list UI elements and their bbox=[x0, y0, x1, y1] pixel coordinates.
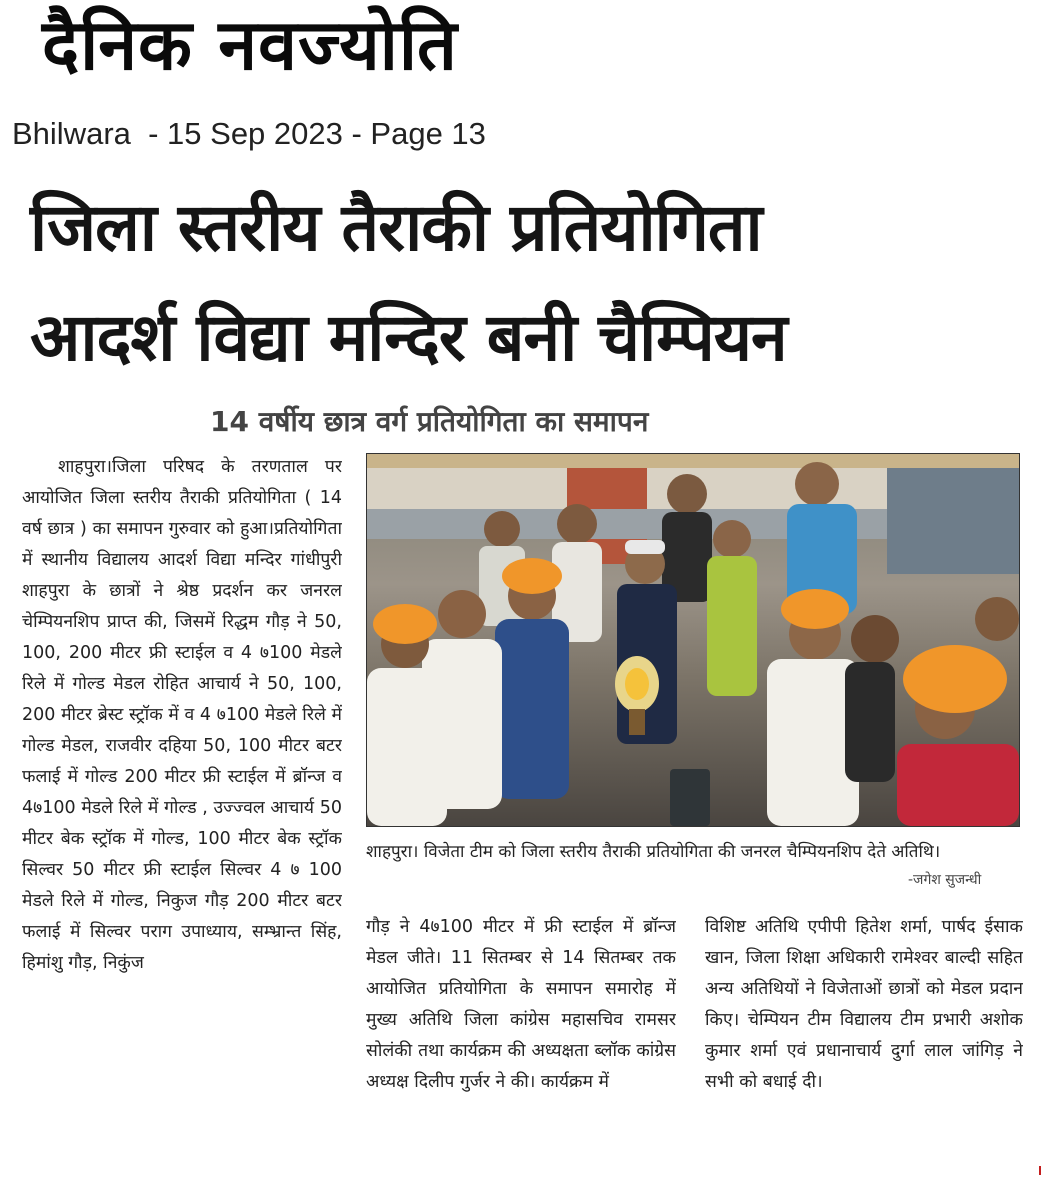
headline-line-1: जिला स्तरीय तैराकी प्रतियोगिता bbox=[30, 189, 762, 266]
article-text-col2: गौड़ ने 4७100 मीटर में फ्री स्टाईल में ब्रॉन्ज मेडल जीते। 11 सितम्बर से 14 सितम्बर तक आयोजित प्रतियोगिता के समापन समारोह में मुख्य अतिथि जिला कांग्रेस महासचिव रामसर सोलंकी तथा कार्यक्रम की अध्यक्षता ब्लॉक कांग्रेस अध्यक्ष दिलीप गुर्जर ने की। कार्यक्रम में bbox=[366, 917, 676, 1092]
photo-caption: शाहपुरा। विजेता टीम को जिला स्तरीय तैराकी प्रतियोगिता की जनरल चैम्पियनशिप देते अतिथि। bbox=[366, 842, 941, 862]
article-text-col3: विशिष्ट अतिथि एपीपी हितेश शर्मा, पार्षद ईसाक खान, जिला शिक्षा अधिकारी रामेश्वर बाल्दी सहित अन्य अतिथियों ने विजेताओं छात्रों को मेडल प्रदान किए। चेम्पियन टीम विद्यालय टीम प्रभारी अशोक कुमार शर्मा एवं प्रधानाचार्य दुर्गा लाल जांगिड़ ने सभी को बधाई दी। bbox=[705, 917, 1023, 1092]
headline-line-2: आदर्श विद्या मन्दिर बनी चैम्पियन bbox=[30, 299, 787, 376]
edition-date-page: Bhilwara - 15 Sep 2023 - Page 13 bbox=[12, 116, 486, 151]
article-text-col1: शाहपुरा।जिला परिषद के तरणताल पर आयोजित जिला स्तरीय तैराकी प्रतियोगिता ( 14 वर्ष छात्र ) का समापन गुरुवार को हुआ।प्रतियोगिता में स्थानीय विद्यालय आदर्श विद्या मन्दिर गांधीपुरी शाहपुरा के छात्रों ने श्रेष्ठ प्रदर्शन कर जनरल चेम्पियनशिप प्राप्त की, जिसमें रिद्धम गौड़ ने 50, 100, 200 मीटर फ्री स्टाईल व 4 ७100 मेडले रिले में गोल्ड मेडल रोहित आचार्य ने 50, 100, 200 मीटर ब्रेस्ट स्ट्रॉक में व 4 ७100 मेडले रिले में गोल्ड मेडल, राजवीर दहिया 50, 100 मीटर बटर फलाई में गोल्ड 200 मीटर फ्री स्टाईल में ब्रॉन्ज व 4७100 मेडले रिले में गोल्ड , उज्ज्वल आचार्य 50 मीटर बेक स्ट्रॉक में गोल्ड, 100 मीटर बेक स्ट्रॉक सिल्वर 50 मीटर फ्री स्टाईल सिल्वर 4 ७ 100 मेडले रिले में गोल्ड, निकुज गौड़ 200 मीटर बटर फलाई में सिल्वर पराग उपाध्याय, सम्भ्रान्त सिंह, हिमांशु गौड़, निकुंज bbox=[22, 457, 342, 973]
corner-mark bbox=[1039, 1166, 1041, 1175]
newspaper-masthead: दैनिक नवज्योति bbox=[42, 4, 458, 86]
subheadline: 14 वर्षीय छात्र वर्ग प्रतियोगिता का समापन bbox=[210, 405, 649, 438]
photo-illustration bbox=[367, 454, 1019, 826]
article-column-3 bbox=[705, 912, 1023, 1167]
photo-credit: -जगेश सुजन्धी bbox=[908, 872, 982, 888]
article-column-2 bbox=[366, 912, 676, 1167]
news-photo bbox=[366, 453, 1020, 827]
article-column-1 bbox=[22, 452, 342, 1167]
